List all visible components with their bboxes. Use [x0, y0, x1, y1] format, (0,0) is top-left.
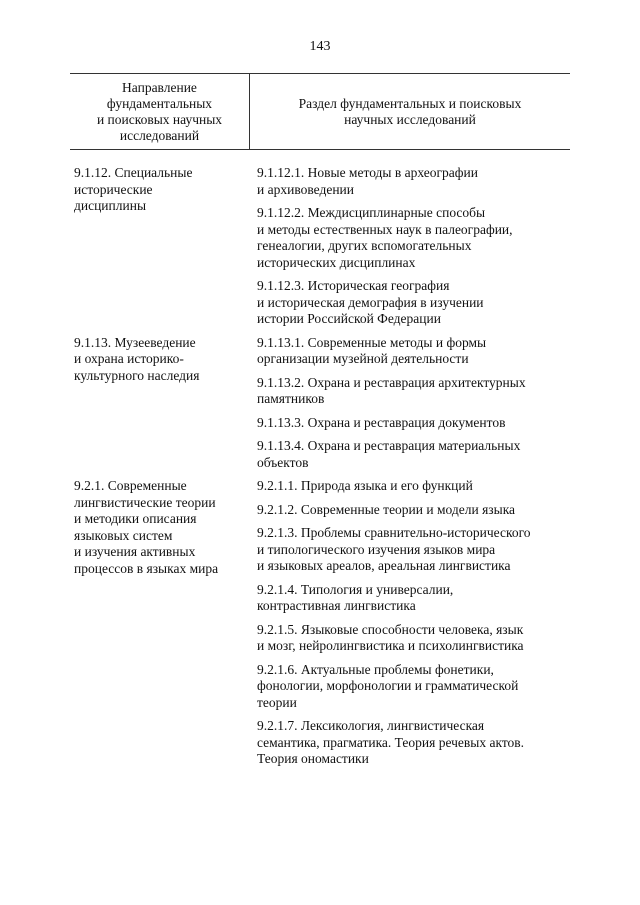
header-section: Раздел фундаментальных и поисковых научных исследований: [298, 95, 522, 127]
section-item: 9.1.13.4. Охрана и реставрация материальных объектов: [257, 438, 521, 470]
sections-cell: [250, 335, 570, 479]
table-group: [70, 165, 570, 335]
table-group: [70, 335, 570, 479]
page-number: 143: [309, 39, 331, 54]
header-direction: Направление фундаментальных и поисковых научных исследований: [70, 74, 250, 149]
section-item: 9.1.12.2. Междисциплинарные способы и методы естественных наук в палеографии, генеалогии, других вспомогательных исторических дисциплинах: [257, 205, 513, 270]
direction-cell: 9.1.12. Специальные исторические дисциплины: [74, 165, 193, 213]
section-item: 9.1.12.3. Историческая география и историческая демография в изучении истории Российской Федерации: [257, 278, 484, 326]
table-header: [70, 73, 570, 150]
table-group: [70, 478, 570, 775]
section-item: 9.2.1.6. Актуальные проблемы фонетики, фонологии, морфонологии и грамматической теории: [257, 661, 519, 710]
section-item: 9.2.1.2. Современные теории и модели языка: [257, 501, 516, 517]
section-item: 9.2.1.4. Типология и универсалии, контрастивная лингвистика: [257, 581, 454, 613]
sections-cell: [250, 165, 570, 335]
direction-cell: 9.2.1. Современные лингвистические теории и методики описания языковых систем и изучения активных процессов в языках мира: [74, 478, 219, 576]
direction-cell: 9.1.13. Музееведение и охрана историко- культурного наследия: [74, 334, 200, 383]
section-item: 9.2.1.3. Проблемы сравнительно-исторического и типологического изучения языков мира и языковых ареалов, ареальная лингвистика: [257, 525, 531, 573]
section-item: 9.1.13.2. Охрана и реставрация архитектурных памятников: [257, 374, 526, 406]
section-item: 9.1.13.1. Современные методы и формы организации музейной деятельности: [257, 334, 487, 366]
section-item: 9.1.12.1. Новые методы в археографии и архивоведении: [257, 165, 478, 197]
section-item: 9.1.13.3. Охрана и реставрация документов: [257, 414, 506, 430]
section-item: 9.2.1.5. Языковые способности человека, язык и мозг, нейролингвистика и психолингвистика: [257, 621, 524, 653]
section-item: 9.2.1.7. Лексикология, лингвистическая семантика, прагматика. Теория речевых актов. Теория ономастики: [257, 718, 525, 766]
table-body: [70, 165, 570, 775]
sections-cell: [250, 478, 570, 775]
section-item: 9.2.1.1. Природа языка и его функций: [257, 478, 473, 493]
